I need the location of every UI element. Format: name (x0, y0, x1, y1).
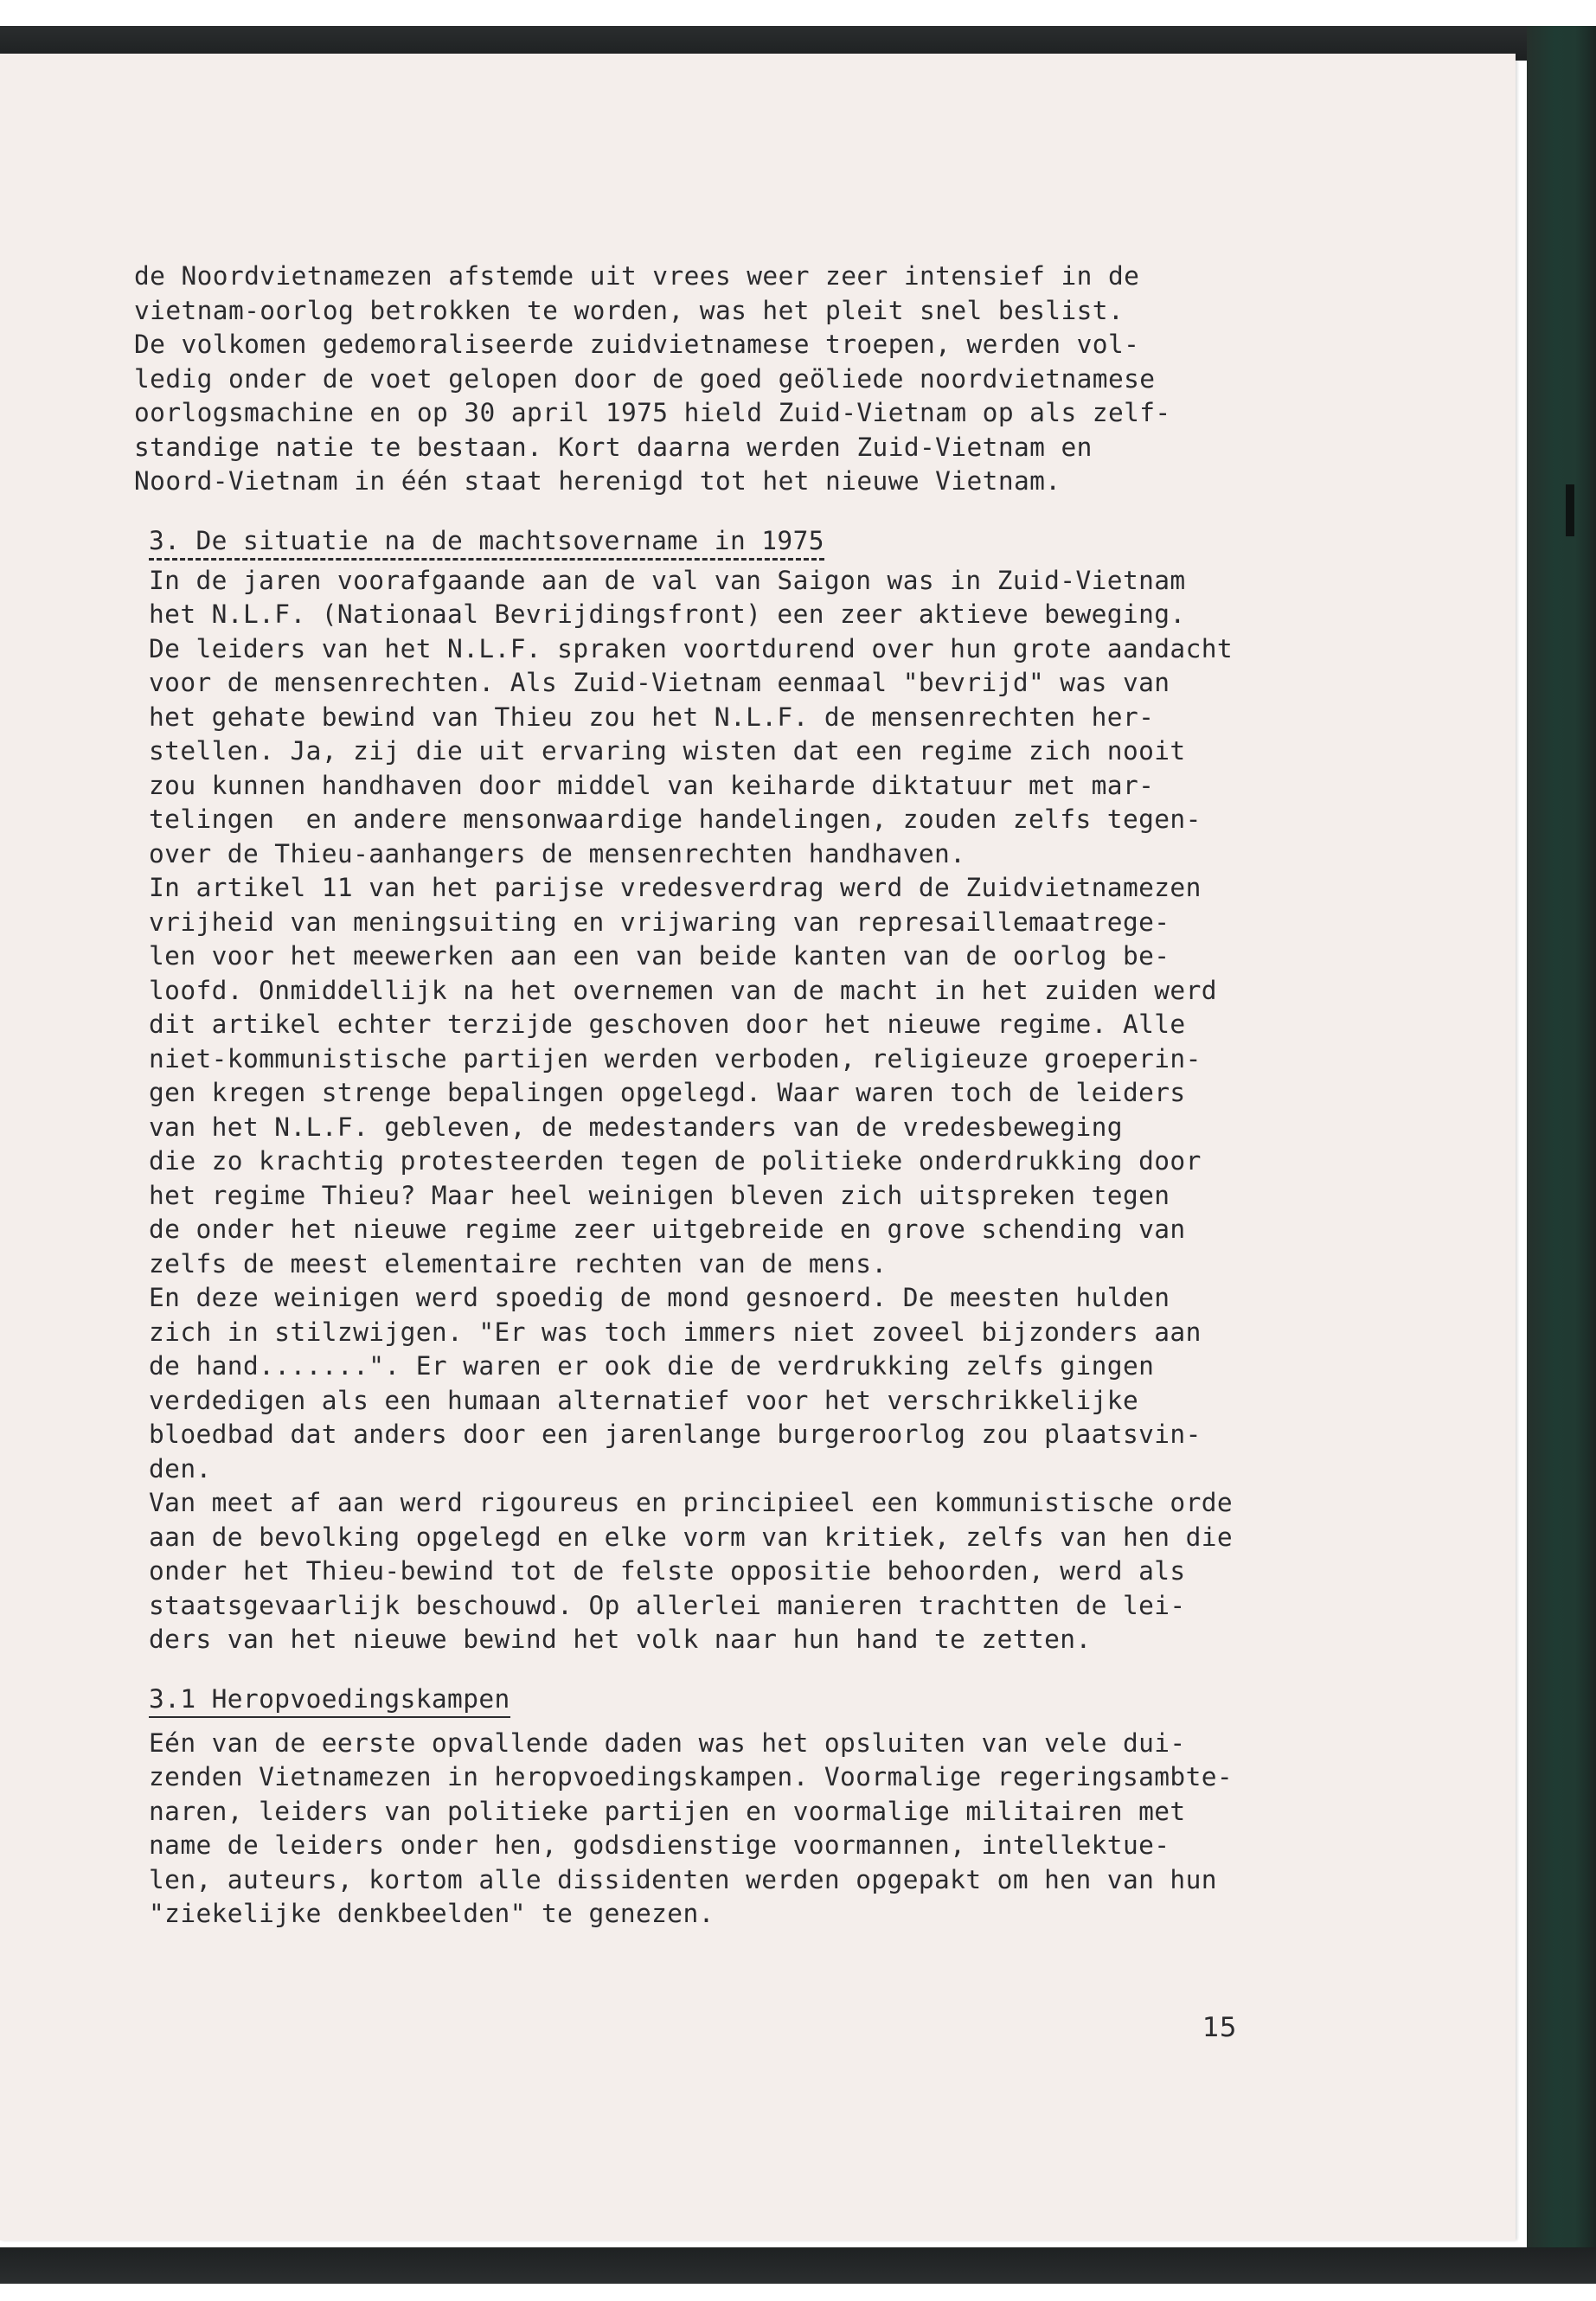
text-line: ledig onder de voet gelopen door de goed geöliede noordvietnamese (134, 363, 1156, 394)
text-line: niet-kommunistische partijen werden verboden, religieuze groeperin- (149, 1043, 1202, 1074)
text-line: len, auteurs, kortom alle dissidenten werden opgepakt om hen van hun (149, 1864, 1217, 1894)
section-3-1 (134, 1657, 1362, 1932)
text-line: over de Thieu-aanhangers de mensenrechten handhaven. (149, 838, 966, 868)
text-line: gen kregen strenge bepalingen opgelegd. Waar waren toch de leiders (149, 1078, 1186, 1107)
text-line: zenden Vietnamezen in heropvoedingskampen. Voormalige regeringsambte- (149, 1762, 1234, 1791)
text-line: naren, leiders van politieke partijen en voormalige militairen met (149, 1796, 1186, 1826)
binding-spine (1527, 26, 1596, 2284)
text-line: "ziekelijke denkbeelden" te genezen. (149, 1899, 715, 1928)
text-line: het N.L.F. (Nationaal Bevrijdingsfront) een zeer aktieve beweging. (149, 599, 1186, 629)
text-line: den. (149, 1453, 212, 1484)
page-number: 15 (1202, 2012, 1237, 2043)
text-line: het regime Thieu? Maar heel weinigen bleven zich uitspreken tegen (149, 1180, 1170, 1210)
section-3-heading: 3. De situatie na de machtsovername in 1975 (149, 523, 824, 561)
text-line: De leiders van het N.L.F. spraken voortdurend over hun grote aandacht (149, 633, 1234, 663)
text-line: die zo krachtig protesteerden tegen de politieke onderdrukking door (149, 1146, 1202, 1176)
text-line: vrijheid van meningsuiting en vrijwaring van represaillemaatrege- (149, 907, 1170, 937)
text-line: zich in stilzwijgen. "Er was toch immers niet zoveel bijzonders aan (149, 1317, 1202, 1347)
text-line: van het N.L.F. gebleven, de medestanders van de vredesbeweging (149, 1112, 1123, 1142)
section-3-1-heading: 3.1 Heropvoedingskampen (149, 1682, 510, 1718)
text-line: staatsgevaarlijk beschouwd. Op allerlei manieren trachtten de lei- (149, 1590, 1186, 1620)
document-body (134, 260, 1362, 1932)
text-line: De volkomen gedemoraliseerde zuidvietnamese troepen, werden vol- (134, 330, 1140, 359)
intro-paragraph (134, 260, 1362, 499)
text-line: ders van het nieuwe bewind het volk naar hun hand te zetten. (149, 1625, 1092, 1654)
text-line: vietnam-oorlog betrokken te worden, was het pleit snel beslist. (134, 295, 1125, 325)
text-line: name de leiders onder hen, godsdienstige voormannen, intellektue- (149, 1830, 1170, 1860)
text-line: Eén van de eerste opvallende daden was het opsluiten van vele dui- (149, 1727, 1186, 1758)
text-line: zou kunnen handhaven door middel van keiharde diktatuur met mar- (149, 770, 1155, 800)
text-line: standige natie te bestaan. Kort daarna werden Zuid-Vietnam en (134, 432, 1093, 462)
section-3-body (134, 564, 1362, 1657)
text-line: En deze weinigen werd spoedig de mond gesnoerd. De meesten hulden (149, 1283, 1170, 1312)
binding-bottom-edge (0, 2247, 1596, 2284)
text-line: de onder het nieuwe regime zeer uitgebreide en grove schending van (149, 1215, 1186, 1244)
section-3-1-body (134, 1727, 1362, 1932)
binding-shadow (1566, 484, 1574, 536)
text-line: voor de mensenrechten. Als Zuid-Vietnam eenmaal "bevrijd" was van (149, 668, 1170, 697)
text-line: In de jaren voorafgaande aan de val van Saigon was in Zuid-Vietnam (149, 565, 1186, 595)
text-line: zelfs de meest elementaire rechten van de mens. (149, 1248, 888, 1279)
text-line: stellen. Ja, zij die uit ervaring wisten dat een regime zich nooit (149, 736, 1186, 766)
text-line: de hand.......". Er waren er ook die de verdrukking zelfs gingen (149, 1351, 1155, 1381)
text-line: de Noordvietnamezen afstemde uit vrees weer zeer intensief in de (134, 261, 1140, 291)
text-line: dit artikel echter terzijde geschoven door het nieuwe regime. Alle (149, 1009, 1186, 1039)
text-line: telingen en andere mensonwaardige handelingen, zouden zelfs tegen- (149, 804, 1202, 834)
text-line: onder het Thieu-bewind tot de felste oppositie behoorden, werd als (149, 1556, 1186, 1586)
text-line: bloedbad dat anders door een jarenlange burgeroorlog zou plaatsvin- (149, 1420, 1202, 1449)
text-line: Van meet af aan werd rigoureus en principieel een kommunistische orde (149, 1488, 1234, 1517)
text-line: len voor het meewerken aan een van beide kanten van de oorlog be- (149, 941, 1170, 971)
text-line: aan de bevolking opgelegd en elke vorm van kritiek, zelfs van hen die (149, 1522, 1234, 1552)
text-line: het gehate bewind van Thieu zou het N.L.F. de mensenrechten her- (149, 702, 1155, 732)
text-line: verdedigen als een humaan alternatief voor het verschrikkelijke (149, 1385, 1139, 1415)
text-line: loofd. Onmiddellijk na het overnemen van de macht in het zuiden werd (149, 975, 1217, 1005)
section-3 (134, 523, 1362, 1657)
text-line: In artikel 11 van het parijse vredesverdrag werd de Zuidvietnamezen (149, 873, 1202, 902)
text-line: Noord-Vietnam in één staat herenigd tot het nieuwe Vietnam. (134, 466, 1061, 496)
text-line: oorlogsmachine en op 30 april 1975 hield Zuid-Vietnam op als zelf- (134, 398, 1171, 427)
